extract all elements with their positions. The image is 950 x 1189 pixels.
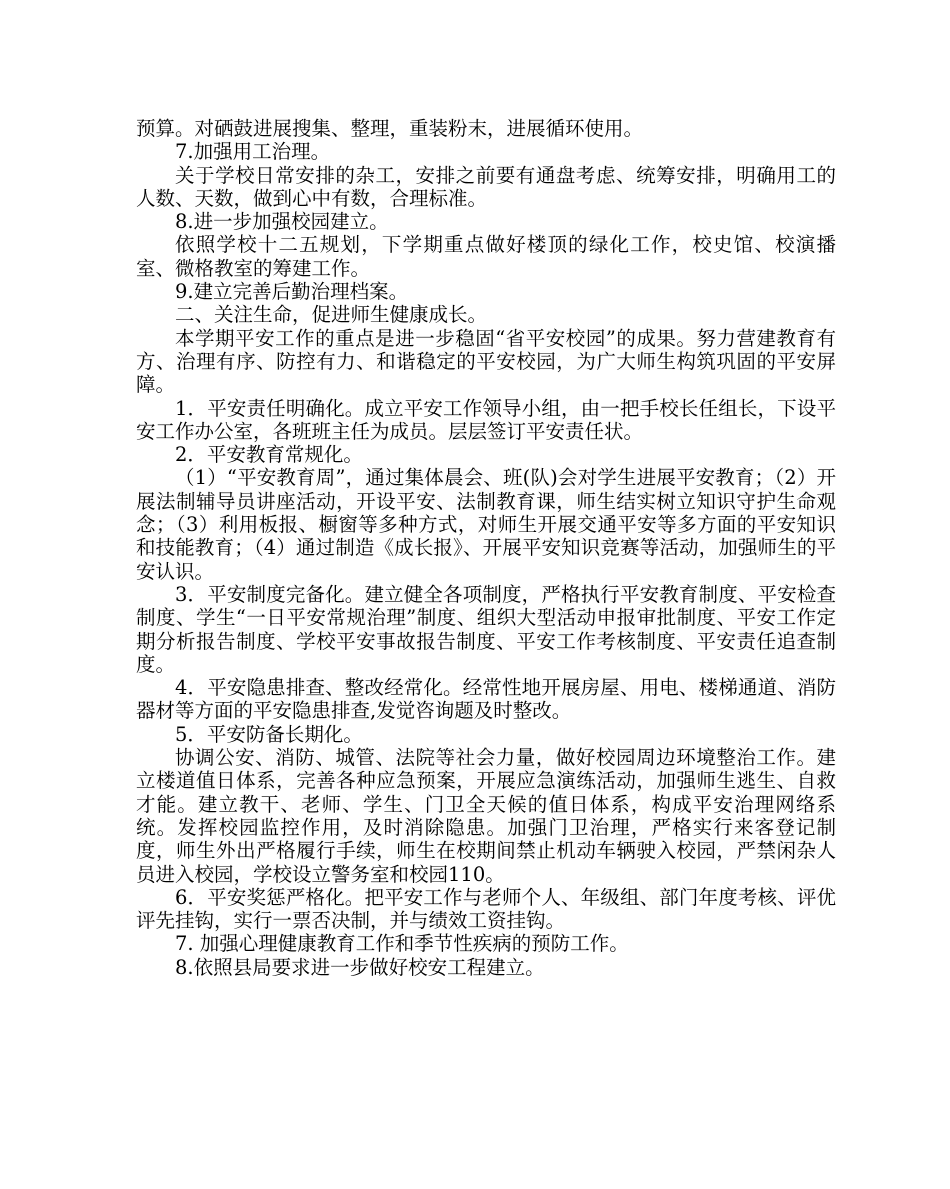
paragraph-5: 依照学校十二五规划，下学期重点做好楼顶的绿化工作，校史馆、校演播室、微格教室的筹建工作。 [136,233,836,280]
paragraph-12: 3．平安制度完备化。建立健全各项制度，严格执行平安教育制度、平安检查制度、学生“一日平安常规治理”制度、组织大型活动申报审批制度、平安工作定期分析报告制度、学校平安事故报告制度、平安工作考核制度、平安责任追查制度。 [136,582,836,676]
paragraph-18: 8.依照县局要求进一步做好校安工程建立。 [175,955,545,979]
paragraph-1: 预算。对硒鼓进展搜集、整理，重装粉末，进展循环使用。 [136,117,644,140]
paragraph-15: 协调公安、消防、城管、法院等社会力量，做好校园周边环境整治工作。建立楼道值日体系，完善各种应急预案，开展应急演练活动，加强师生逃生、自救才能。建立教干、老师、学生、门卫全天候的值日体系，构成平安治理网络系统。发挥校园监控作用，及时消除隐患。加强门卫治理，严格实行来客登记制度，师生外出严格履行手续，师生在校期间禁止机动车辆驶入校园，严禁闲杂人员进入校园，学校设立警务室和校园110。 [136,746,836,886]
paragraph-14: 5．平安防备长期化。 [175,722,363,746]
document-body [136,117,836,979]
paragraph-6: 9.建立完善后勤治理档案。 [175,280,409,304]
paragraph-8: 本学期平安工作的重点是进一步稳固“省平安校园”的成果。努力营建教育有方、治理有序、防控有力、和谐稳定的平安校园，为广大师生构筑巩固的平安屏障。 [136,326,836,397]
paragraph-4: 8.进一步加强校园建立。 [175,210,389,234]
paragraph-2: 7.加强用工治理。 [175,140,331,164]
paragraph-9: 1．平安责任明确化。成立平安工作领导小组，由一把手校长任组长，下设平安工作办公室，各班班主任为成员。层层签订平安责任状。 [136,396,836,443]
paragraph-3: 关于学校日常安排的杂工，安排之前要有通盘考虑、统筹安排，明确用工的人数、天数，做到心中有数，合理标准。 [136,163,836,210]
paragraph-13: 4．平安隐患排查、整改经常化。经常性地开展房屋、用电、楼梯通道、消防器材等方面的平安隐患排查,发觉咨询题及时整改。 [136,676,836,723]
paragraph-16: 6．平安奖惩严格化。把平安工作与老师个人、年级组、部门年度考核、评优评先挂钩，实行一票否决制，并与绩效工资挂钩。 [136,885,836,933]
paragraph-11: （1）“平安教育周”，通过集体晨会、班(队)会对学生进展平安教育；（2）开展法制辅导员讲座活动，开设平安、法制教育课，师生结实树立知识守护生命观念；（3）利用板报、橱窗等多种方式，对师生开展交通平安等多方面的平安知识和技能教育；（4）通过制造《成长报》、开展平安知识竞赛等活动，加强师生的平安认识。 [136,466,836,583]
section-heading-2: 二、关注生命，促进师生健康成长。 [175,303,488,327]
paragraph-17: 7. 加强心理健康教育工作和季节性疾病的预防工作。 [175,932,629,956]
paragraph-10: 2．平安教育常规化。 [175,443,363,467]
